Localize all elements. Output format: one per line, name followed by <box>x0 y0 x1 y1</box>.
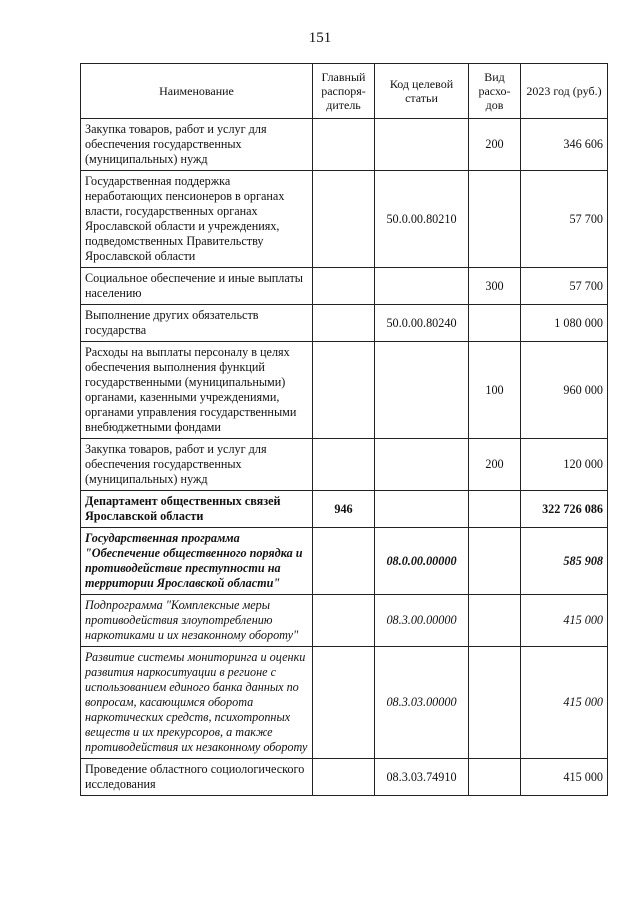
row-amount-cell: 120 000 <box>521 439 608 491</box>
row-name-cell: Государственная программа "Обеспечение общественного порядка и противодействие преступности на территории Ярославской области" <box>81 528 313 595</box>
row-code-cell: 08.0.00.00000 <box>375 528 469 595</box>
table-row <box>81 528 608 595</box>
row-name-cell: Закупка товаров, работ и услуг для обеспечения государственных (муниципальных) нужд <box>81 439 313 491</box>
row-amount-cell: 415 000 <box>521 595 608 647</box>
header-name: Наименование <box>81 64 313 119</box>
row-name-cell: Расходы на выплаты персоналу в целях обеспечения выполнения функций государственными (муниципальными) органами, казенными учреждениями, органами управления государственными внебюджетными фондами <box>81 342 313 439</box>
row-type-cell: 200 <box>469 439 521 491</box>
row-code-cell: 50.0.00.80210 <box>375 171 469 268</box>
row-administrator-cell <box>313 119 375 171</box>
row-code-cell <box>375 268 469 305</box>
row-amount-cell: 585 908 <box>521 528 608 595</box>
row-name-cell: Проведение областного социологического исследования <box>81 759 313 796</box>
row-name-cell: Департамент общественных связей Ярославской области <box>81 491 313 528</box>
table-row <box>81 171 608 268</box>
row-administrator-cell <box>313 647 375 759</box>
header-type: Вид расхо-дов <box>469 64 521 119</box>
row-administrator-cell <box>313 595 375 647</box>
row-type-cell <box>469 647 521 759</box>
row-administrator-cell <box>313 759 375 796</box>
row-type-cell <box>469 491 521 528</box>
row-code-cell <box>375 439 469 491</box>
row-type-cell: 100 <box>469 342 521 439</box>
row-administrator-cell <box>313 439 375 491</box>
table-row <box>81 342 608 439</box>
table-row <box>81 305 608 342</box>
row-code-cell: 50.0.00.80240 <box>375 305 469 342</box>
budget-table <box>80 63 608 796</box>
row-type-cell <box>469 171 521 268</box>
row-type-cell <box>469 595 521 647</box>
row-type-cell <box>469 528 521 595</box>
row-type-cell <box>469 305 521 342</box>
table-row <box>81 268 608 305</box>
table-row <box>81 759 608 796</box>
table-row <box>81 439 608 491</box>
row-amount-cell: 57 700 <box>521 171 608 268</box>
row-administrator-cell: 946 <box>313 491 375 528</box>
row-amount-cell: 960 000 <box>521 342 608 439</box>
row-code-cell: 08.3.03.74910 <box>375 759 469 796</box>
row-code-cell: 08.3.00.00000 <box>375 595 469 647</box>
table-header-row <box>81 64 608 119</box>
row-code-cell: 08.3.03.00000 <box>375 647 469 759</box>
row-type-cell <box>469 759 521 796</box>
row-name-cell: Закупка товаров, работ и услуг для обеспечения государственных (муниципальных) нужд <box>81 119 313 171</box>
row-administrator-cell <box>313 528 375 595</box>
row-name-cell: Подпрограмма "Комплексные меры противодействия злоупотреблению наркотиками и их незаконному обороту" <box>81 595 313 647</box>
row-administrator-cell <box>313 305 375 342</box>
header-administrator: Главный распоря-дитель <box>313 64 375 119</box>
row-name-cell: Государственная поддержка неработающих пенсионеров в органах власти, государственных органах Ярославской области и учреждениях, подведомственных Правительству Ярославской области <box>81 171 313 268</box>
page-number: 151 <box>308 30 332 46</box>
table-row <box>81 647 608 759</box>
row-name-cell: Развитие системы мониторинга и оценки развития наркоситуации в регионе с использованием единого банка данных по вопросам, касающимся оборота наркотических средств, психотропных веществ и их прекурсоров, а также противодействия их незаконному обороту <box>81 647 313 759</box>
row-type-cell: 200 <box>469 119 521 171</box>
header-code: Код целевой статьи <box>375 64 469 119</box>
row-administrator-cell <box>313 171 375 268</box>
row-name-cell: Выполнение других обязательств государства <box>81 305 313 342</box>
row-amount-cell: 415 000 <box>521 759 608 796</box>
row-amount-cell: 415 000 <box>521 647 608 759</box>
table-row <box>81 119 608 171</box>
row-code-cell <box>375 491 469 528</box>
table-row <box>81 491 608 528</box>
row-amount-cell: 1 080 000 <box>521 305 608 342</box>
row-code-cell <box>375 342 469 439</box>
row-administrator-cell <box>313 342 375 439</box>
row-type-cell: 300 <box>469 268 521 305</box>
header-amount: 2023 год (руб.) <box>521 64 608 119</box>
row-code-cell <box>375 119 469 171</box>
row-amount-cell: 57 700 <box>521 268 608 305</box>
row-amount-cell: 322 726 086 <box>521 491 608 528</box>
table-row <box>81 595 608 647</box>
row-name-cell: Социальное обеспечение и иные выплаты населению <box>81 268 313 305</box>
row-administrator-cell <box>313 268 375 305</box>
row-amount-cell: 346 606 <box>521 119 608 171</box>
